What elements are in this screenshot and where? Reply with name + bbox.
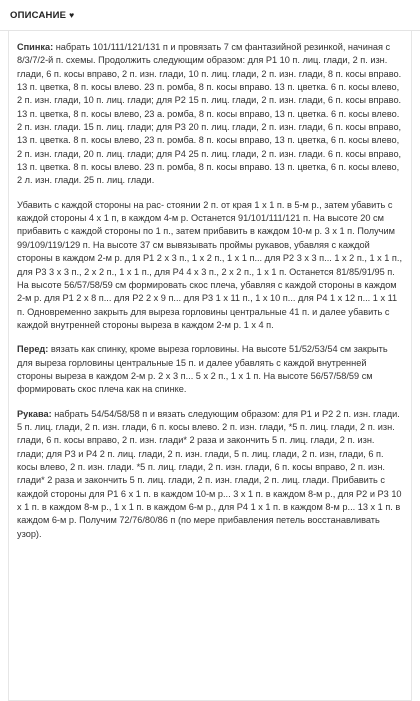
back-paragraph bbox=[17, 41, 403, 188]
front-paragraph bbox=[17, 343, 403, 396]
heart-icon: ♥ bbox=[69, 9, 75, 20]
section-title: ОПИСАНИЕ bbox=[10, 9, 67, 21]
description-content bbox=[8, 31, 412, 701]
paragraph-text: Убавить с каждой стороны на рас- стоянии 2 п. от края 1 х 1 п. в 5-м р., затем убавить с каждой стороны 4 х 1 п, в каждом 4-м р. Останется 91/101/111/121 п. На высоте 20 см прибавить с каждой стороны по 1 п., затем прибавить в каждом 10-м р. 3 х 1 п. Получим 99/109/119/129 п. На высоте 37 см вывязывать проймы рукавов, убавляя с каждой стороны в каждом 2-м р. для Р1 2 х 3 п., 1 х 2 п., 1 х 1 п... для Р2 3 х 3 п... 1 х 2 п., 1 х 1 п., для Р3 3 х 3 п., 2 х 2 п., 1 х 1 п., для Р4 4 х 3 п., 2 х 2 п., 1 х 1 п. Останется 81/85/91/95 п. На высоте 56/57/58/59 см формировать скос плеча, убавляя с каждой стороны в каждом 2-м р. для Р1 2 х 8 п... для Р2 2 х 9 п... для Р3 1 х 11 п., 1 х 10 п... для Р4 1 х 12 п... 1 х 11 п. Одновременно закрыть для выреза горловины центральные 41 п. и далее убавить с каждой внутренней стороны выреза в каждом 2-м р. 1 х 4 п. bbox=[17, 199, 403, 330]
paragraph-lead: Спинка: bbox=[17, 42, 54, 52]
paragraph-text: вязать как спинку, кроме выреза горловины. На высоте 51/52/53/54 см закрыть для выреза горловины центральные 15 п. и далее убавлять с каждой внутренней стороны выреза в каждом 2-м р. 2 х 3 п... 5 х 2 п., 1 х 1 п. На высоте 56/57/58/59 см формировать скос плеча как на спинке. bbox=[17, 344, 388, 395]
paragraph-lead: Рукава: bbox=[17, 408, 52, 419]
paragraph-lead: Перед: bbox=[17, 344, 49, 355]
section-header bbox=[0, 0, 420, 31]
paragraph-text: набрать 54/54/58/58 п и вязать следующим образом: для Р1 и Р2 2 п. изн. глади. 5 п. лиц. глади, 2 п. изн. глади, 6 п. косы влево. 2 п. изн. глади, *5 п. лиц. глади, 2 п. изн. глади, 6 п. косы вправо, 2 п. изн. глади* 2 раза и закончить 5 п. лиц. глади, 2 п. изн. глади; для Р3 и Р4 2 п. лиц. глади, 2 п. изн. глади, 5 п. лиц. глади, 2 п. изн, глади, 6 п. косы влево, 2 п. изн. глади. *5 п. лиц. глади, 2 п. изн. глади, 6 п. косы вправо, 2 п. изн. глади* 2 раза и закончить 5 п. лиц. глади, 2 п. изн. глади, 2 п. лиц. глади. Прибавить с каждой стороны для Р1 6 х 1 п. в каждом 10-м р... 3 х 1 п. в каждом 8-м р., для Р2 и Р3 10 х 1 п. в каждом 8-м р., 1 х 1 п. в каждом 6-м р., для Р4 1 х 1 п. в каждом 8-м р... 13 х 1 п. в каждом 6-м р. Получим 72/76/80/86 п (по мере прибавления петель восстанавливать узор). bbox=[17, 408, 402, 539]
shaping-paragraph bbox=[17, 199, 403, 332]
sleeves-paragraph bbox=[17, 408, 403, 541]
paragraph-text: набрать 101/111/121/131 п и провязать 7 см фантазийной резинкой, начиная с 8/3/7/2-й п. схемы. Продолжить следующим образом: для Р1 10 п. лиц. глади, 2 п. изн. глади, 6 п. косы вправо, 2 п. изн. глади, 10 п. лиц. глади, 2 п. изн. глади, 8 п. косы вправо. 13 п. цветка, 8 п. косы влево. 23 п. ромба, 8 п. косы вправо. 13 п. цветка. 6 п. косы влево, 2 п. изн. глади, 10 п. лиц. глади; для Р2 15 п. лиц. глади, 2 п. изн. глади, 6 п. косы вправо. 13 п. цветка, 8 п. косы влево, 23 а. ромба, 8 п. косы вправо, 13 п. цветка. 6 п. косы влево. 2 п. изн. глади. 15 п. лиц. глади; для Р3 20 п. лиц. глади, 2 п. изн. глади, 6 п. косы вправо, 13 п. цветка. 8 п. косы влево, 23 п. ромба. 8 п. косы вправо, 13 п. цветка, 6 п. косы влево, 2 п. изн. глади, 20 п. лиц. глади; для Р4 25 п. лиц. глади, 2 п. изн. глади. 6 п. косы вправо, 13 п. цветка. 8 п. косы влево. 23 п. ромба, 8 п. косы вправо. 13 п. цветка, 6 п. косы влево, 2 л. изн. глади. 25 п. лиц. глади. bbox=[17, 42, 402, 186]
